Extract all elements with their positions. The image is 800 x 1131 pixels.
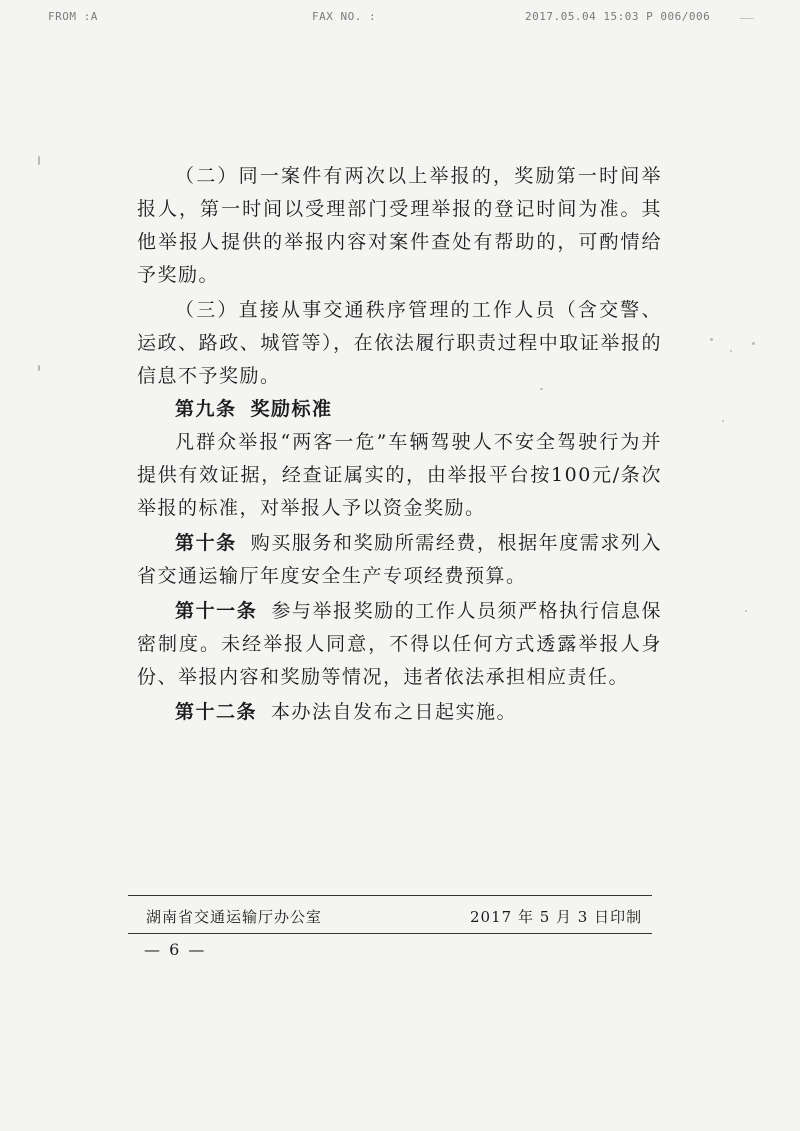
article-text: 购买服务和奖励所需经费，根据年度需求列入省交通运输厅年度安全生产专项经费预算。: [137, 532, 662, 587]
document-body: [137, 160, 662, 729]
article-11: [137, 595, 662, 694]
article-number: 第十二条: [175, 701, 258, 723]
article-number: 第十一条: [175, 600, 258, 622]
article-10: [137, 527, 662, 593]
footer-office: 湖南省交通运输厅办公室: [146, 908, 323, 926]
paragraph-clause-3: （三）直接从事交通秩序管理的工作人员（含交警、运政、路政、城管等），在依法履行职责过程中取证举报的信息不予奖励。: [137, 299, 662, 387]
scan-speck: [745, 610, 747, 612]
fax-corner-mark: __: [740, 6, 755, 19]
scan-speck: [730, 350, 732, 352]
fax-datetime-page: 2017.05.04 15:03 P 006/006: [525, 10, 711, 23]
scan-speck: [752, 342, 755, 345]
page-number: — 6 —: [144, 940, 207, 959]
footer-print-date: 2017 年 5 月 3 日印制: [470, 908, 643, 926]
scan-speck: [540, 388, 543, 390]
article-number: 第九条: [175, 398, 237, 420]
scan-speck: [38, 365, 40, 371]
article-number: 第十条: [175, 532, 237, 554]
scan-speck: [710, 338, 713, 341]
article-9-heading: [137, 393, 662, 426]
article-text: 参与举报奖励的工作人员须严格执行信息保密制度。未经举报人同意，不得以任何方式透露举报人身份、举报内容和奖励等情况，违者依法承担相应责任。: [137, 600, 662, 688]
fax-header: [0, 6, 800, 30]
article-9-text: 凡群众举报“两客一危”车辆驾驶人不安全驾驶行为并提供有效证据，经查证属实的，由举报平台按100元/条次举报的标准，对举报人予以资金奖励。: [137, 431, 662, 519]
footer-rule-top: [128, 895, 652, 896]
fax-number-label: FAX NO. :: [312, 10, 377, 23]
article-heading: 奖励标准: [250, 398, 333, 420]
paragraph-clause-2: （二）同一案件有两次以上举报的，奖励第一时间举报人，第一时间以受理部门受理举报的登记时间为准。其他举报人提供的举报内容对案件查处有帮助的，可酌情给予奖励。: [137, 165, 662, 286]
article-12: [137, 696, 662, 729]
article-text: 本办法自发布之日起实施。: [271, 701, 518, 723]
scan-speck: [722, 420, 724, 422]
footer-rule-bottom: [128, 933, 652, 934]
fax-from: FROM :A: [48, 10, 98, 23]
scan-speck: [38, 156, 40, 165]
